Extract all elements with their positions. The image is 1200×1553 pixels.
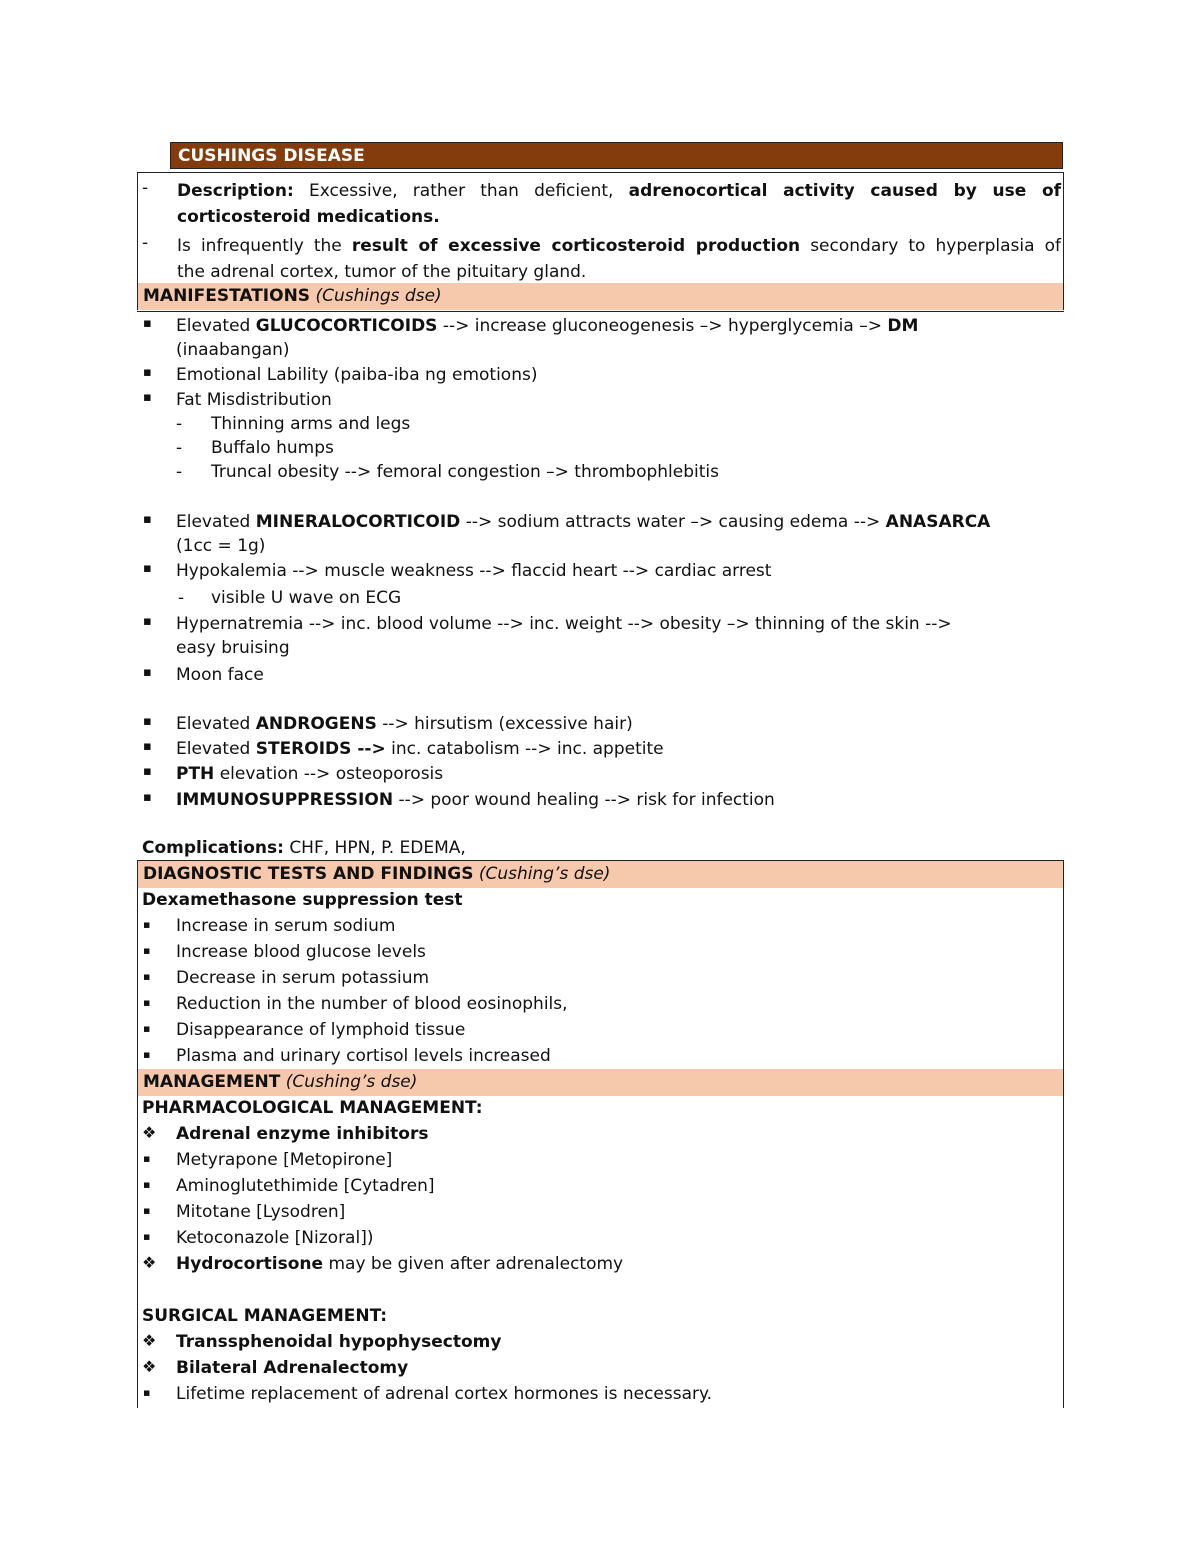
complications bbox=[142, 836, 466, 860]
list-item-continued: easy bruising bbox=[176, 638, 290, 658]
item-text: Elevated bbox=[176, 316, 251, 336]
description-bold: result of excessive corticosteroid production bbox=[351, 236, 801, 256]
description-box bbox=[137, 172, 1064, 284]
list-item bbox=[176, 510, 990, 534]
bullet-icon: ▪ bbox=[143, 918, 151, 931]
description-line-3 bbox=[177, 233, 1061, 259]
surgical-item: Transsphenoidal hypophysectomy bbox=[176, 1332, 502, 1352]
pharm-title: PHARMACOLOGICAL MANAGEMENT: bbox=[142, 1098, 483, 1118]
bullet-icon: ▪ bbox=[143, 714, 152, 729]
manifestations-header-note: (Cushings dse) bbox=[315, 286, 442, 306]
list-item: Emotional Lability (paiba-iba ng emotions) bbox=[176, 365, 538, 385]
list-item bbox=[176, 712, 633, 736]
bullet-icon: ▪ bbox=[143, 561, 152, 576]
manifestations-header bbox=[137, 283, 1064, 310]
description-text: secondary to hyperplasia of bbox=[810, 236, 1061, 256]
bullet-icon: ▪ bbox=[143, 665, 152, 680]
manifestations-header-label: MANIFESTATIONS bbox=[143, 286, 311, 306]
item-bold: MINERALOCORTICOID bbox=[255, 512, 461, 532]
list-item bbox=[176, 737, 664, 761]
item-text: elevation --> osteoporosis bbox=[219, 764, 444, 784]
diamond-bullet-icon: ❖ bbox=[142, 1123, 157, 1142]
description-text: Excessive, rather than deficient, bbox=[308, 181, 614, 201]
drug-item: Aminoglutethimide [Cytadren] bbox=[176, 1176, 435, 1196]
item-text: Elevated bbox=[176, 714, 251, 734]
item-bold: GLUCOCORTICOIDS bbox=[255, 316, 438, 336]
list-item: Fat Misdistribution bbox=[176, 390, 332, 410]
bullet-icon: ▪ bbox=[143, 944, 151, 957]
hydrocortisone-item bbox=[176, 1252, 623, 1276]
management-header-note: (Cushing’s dse) bbox=[285, 1072, 418, 1092]
item-bold: Hydrocortisone bbox=[176, 1254, 324, 1274]
bullet-icon: ▪ bbox=[143, 1152, 151, 1165]
bullet-icon: ▪ bbox=[143, 790, 152, 805]
item-bold: ANASARCA bbox=[885, 512, 991, 532]
complications-label: Complications: bbox=[142, 838, 284, 858]
bullet-icon: ▪ bbox=[143, 390, 152, 405]
surgical-item: Bilateral Adrenalectomy bbox=[176, 1358, 409, 1378]
item-text: Elevated bbox=[176, 512, 251, 532]
item-text: --> hirsutism (excessive hair) bbox=[382, 714, 633, 734]
bullet-icon: ▪ bbox=[143, 1048, 151, 1061]
item-bold: IMMUNOSUPPRESSION bbox=[176, 790, 394, 810]
list-item bbox=[176, 788, 775, 812]
diagnostics-header bbox=[137, 861, 1064, 888]
list-item: Hypokalemia --> muscle weakness --> flaccid heart --> cardiac arrest bbox=[176, 561, 772, 581]
bullet-icon: ▪ bbox=[143, 996, 151, 1009]
management-header-label: MANAGEMENT bbox=[143, 1072, 281, 1092]
drug-item: Metyrapone [Metopirone] bbox=[176, 1150, 393, 1170]
sub-list-item: Buffalo humps bbox=[211, 438, 334, 458]
drug-item: Ketoconazole [Nizoral]) bbox=[176, 1228, 374, 1248]
bullet-icon: ▪ bbox=[143, 512, 152, 527]
finding-item: Increase blood glucose levels bbox=[176, 942, 426, 962]
sub-list-item: visible U wave on ECG bbox=[211, 588, 402, 608]
finding-item: Decrease in serum potassium bbox=[176, 968, 430, 988]
bullet-icon: ▪ bbox=[143, 316, 152, 331]
bullet-icon: ▪ bbox=[143, 970, 151, 983]
diamond-bullet-icon: ❖ bbox=[142, 1357, 157, 1376]
item-text: Elevated bbox=[176, 739, 251, 759]
divider bbox=[137, 311, 1064, 312]
description-line-2 bbox=[177, 204, 1061, 230]
item-text: inc. catabolism --> inc. appetite bbox=[391, 739, 664, 759]
dash-marker: - bbox=[142, 233, 149, 253]
bullet-icon: ▪ bbox=[143, 1230, 151, 1243]
list-item: Hypernatremia --> inc. blood volume --> inc. weight --> obesity –> thinning of the skin --> bbox=[176, 614, 952, 634]
item-bold: ANDROGENS bbox=[255, 714, 377, 734]
item-text: --> poor wound healing --> risk for infection bbox=[398, 790, 775, 810]
diagnostics-header-note: (Cushing’s dse) bbox=[478, 864, 611, 884]
section-title: CUSHINGS DISEASE bbox=[178, 146, 365, 166]
item-bold: DM bbox=[887, 316, 919, 336]
sub-list-item: Truncal obesity --> femoral congestion –> thrombophlebitis bbox=[211, 462, 719, 482]
description-line-4: the adrenal cortex, tumor of the pituitary gland. bbox=[177, 262, 587, 282]
management-header bbox=[137, 1069, 1064, 1096]
section-title-bar bbox=[170, 142, 1063, 169]
dash-marker: - bbox=[176, 462, 183, 482]
bullet-icon: ▪ bbox=[143, 614, 152, 629]
dash-marker: - bbox=[176, 438, 183, 458]
bullet-icon: ▪ bbox=[143, 1178, 151, 1191]
lifetime-note: Lifetime replacement of adrenal cortex hormones is necessary. bbox=[176, 1384, 713, 1404]
list-item bbox=[176, 762, 443, 786]
description-label: Description: bbox=[177, 181, 294, 201]
list-item bbox=[176, 314, 918, 338]
dash-marker: - bbox=[176, 414, 183, 434]
finding-item: Increase in serum sodium bbox=[176, 916, 396, 936]
bullet-icon: ▪ bbox=[143, 1386, 151, 1399]
drug-item: Mitotane [Lysodren] bbox=[176, 1202, 346, 1222]
bullet-icon: ▪ bbox=[143, 1204, 151, 1217]
description-text: Is infrequently the bbox=[177, 236, 342, 256]
bullet-icon: ▪ bbox=[143, 739, 152, 754]
item-bold: PTH bbox=[176, 764, 215, 784]
list-item-continued: (inaabangan) bbox=[176, 340, 290, 360]
diamond-bullet-icon: ❖ bbox=[142, 1253, 157, 1272]
finding-item: Plasma and urinary cortisol levels increased bbox=[176, 1046, 551, 1066]
list-item-continued: (1cc = 1g) bbox=[176, 536, 266, 556]
finding-item: Reduction in the number of blood eosinophils, bbox=[176, 994, 568, 1014]
item-text: may be given after adrenalectomy bbox=[328, 1254, 624, 1274]
list-item: Moon face bbox=[176, 665, 264, 685]
dash-marker: - bbox=[178, 588, 185, 608]
complications-text: CHF, HPN, P. EDEMA, bbox=[289, 838, 466, 858]
bullet-icon: ▪ bbox=[143, 365, 152, 380]
item-text: --> sodium attracts water –> causing edema --> bbox=[465, 512, 881, 532]
test-name: Dexamethasone suppression test bbox=[142, 890, 463, 910]
description-bold: adrenocortical activity caused by use of bbox=[628, 181, 1062, 201]
diagnostics-header-label: DIAGNOSTIC TESTS AND FINDINGS bbox=[143, 864, 474, 884]
description-line-1 bbox=[177, 178, 1061, 204]
dash-marker: - bbox=[142, 178, 149, 198]
item-text: --> increase gluconeogenesis –> hyperglycemia –> bbox=[442, 316, 882, 336]
diamond-bullet-icon: ❖ bbox=[142, 1331, 157, 1350]
drug-class: Adrenal enzyme inhibitors bbox=[176, 1124, 429, 1144]
item-bold: STEROIDS --> bbox=[255, 739, 386, 759]
finding-item: Disappearance of lymphoid tissue bbox=[176, 1020, 466, 1040]
surgical-title: SURGICAL MANAGEMENT: bbox=[142, 1306, 388, 1326]
bullet-icon: ▪ bbox=[143, 764, 152, 779]
sub-list-item: Thinning arms and legs bbox=[211, 414, 411, 434]
description-bold-2: corticosteroid medications. bbox=[177, 207, 440, 227]
bullet-icon: ▪ bbox=[143, 1022, 151, 1035]
